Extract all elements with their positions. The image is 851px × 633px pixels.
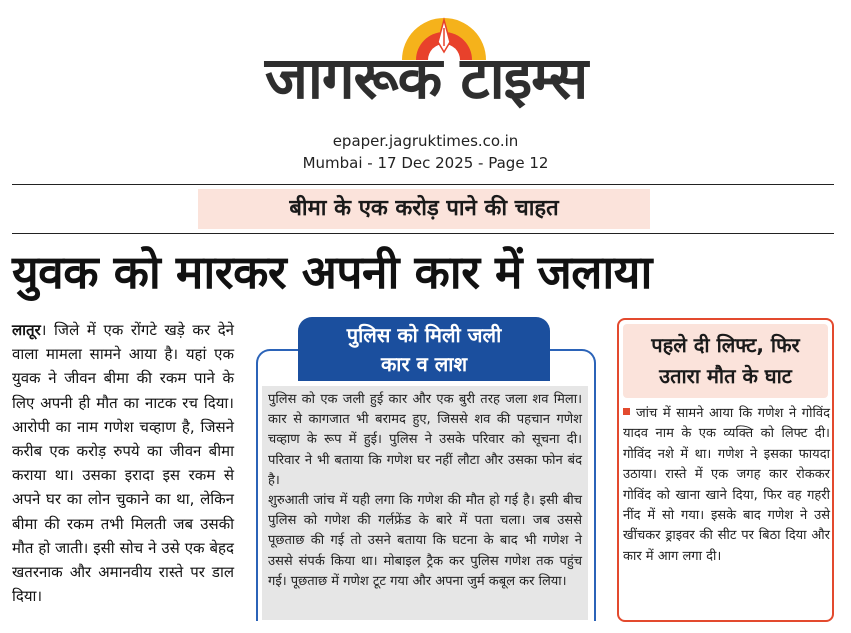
sidebar-right-title: [623, 324, 828, 398]
top-divider: [12, 184, 834, 185]
sidebar-mid-title-line2: कार व लाश: [380, 352, 468, 376]
masthead: [0, 0, 851, 120]
sidebar-right-title-line2: उतारा मौत के घाट: [659, 364, 792, 388]
sidebar-mid-title-line1: पुलिस को मिली जली: [346, 323, 502, 347]
sidebar-right-title-line1: पहले दी लिफ्ट, फिर: [651, 333, 800, 357]
kicker-band: [198, 189, 650, 229]
sidebar-right-body: [623, 404, 830, 567]
sidebar-mid-body: [262, 386, 588, 620]
kicker: बीमा के एक करोड़ पाने की चाहत: [289, 196, 559, 221]
sidebar-mid-para: पुलिस को एक जली हुई कार और एक बुरी तरह जला शव मिला। कार से कागजात भी बरामद हुए, जिससे शव की पहचान गणेश चव्हाण के रूप में हुई। पुलिस ने उसके परिवार को सूचना दी। परिवार ने भी बताया कि गणेश घर नहीं लौटा और उसका फोन बंद है।: [268, 392, 582, 488]
sidebar-mid-title: [298, 317, 550, 381]
sidebar-mid-para: शुरुआती जांच में यही लगा कि गणेश की मौत हो गई है। इसी बीच पुलिस को गणेश की गर्लफ्रेंड के बारे में पता चला। जब उससे पूछताछ की गई तो उसने बताया कि घटना के बाद भी गणेश ने उससे संपर्क किया था। मोबाइल ट्रैक कर पुलिस गणेश तक पहुंच गई। पूछताछ में गणेश टूट गया और अपना जुर्म कबूल कर लिया।: [268, 493, 582, 589]
article-body: [12, 318, 234, 608]
square-bullet-icon: [623, 408, 630, 415]
mid-divider: [12, 233, 834, 234]
site-url[interactable]: epaper.jagruktimes.co.in: [332, 132, 519, 150]
article-text: । जिले में एक रोंगटे खड़े कर देने वाला मामला सामने आया है। यहां एक युवक ने जीवन बीमा की रकम पाने के लिए अपनी ही मौत का नाटक रच दिया। आरोपी का नाम गणेश चव्हाण है, जिसने करीब एक करोड़ रुपये का जीवन बीमा कराया था। उसका इरादा इस रकम से अपने घर का लोन चुकाने का था, लेकिन बीमा की रकम तभी मिलती जब उसकी मौत हो जाती। इसी सोच ने उसे एक बेहद खतरनाक और अमानवीय रास्ते पर डाल दिया।: [12, 321, 234, 606]
headline: युवक को मारकर अपनी कार में जलाया: [12, 245, 652, 299]
sidebar-right-text: जांच में सामने आया कि गणेश ने गोविंद यादव नाम के एक व्यक्ति को लिफ्ट दी। गोविंद नशे में था। गणेश ने इसका फायदा उठाया। रास्ते में एक जगह कार रोककर गोविंद को खाना खाने दिया, फिर वह गहरी नींद में सो गया। इसके बाद गणेश ने उसे खींचकर ड्राइवर की सीट पर बिठा दिया और कार में आग लगा दी।: [623, 406, 830, 564]
masthead-logo-text: जागरूक टाइम्स: [264, 44, 588, 112]
edition-meta: [0, 130, 851, 174]
dateline-place: लातूर: [12, 321, 41, 339]
edition-line: Mumbai - 17 Dec 2025 - Page 12: [302, 154, 549, 172]
